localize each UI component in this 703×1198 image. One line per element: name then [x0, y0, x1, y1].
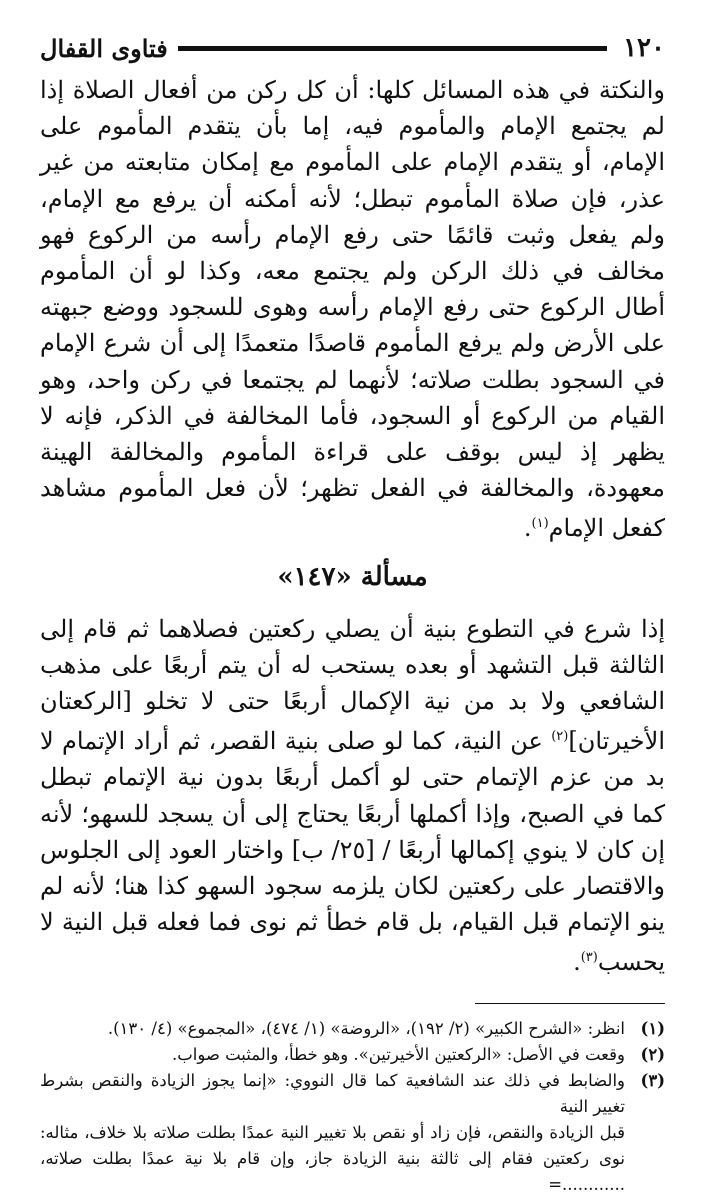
- running-header: [40, 28, 665, 68]
- header-rule: [178, 46, 607, 51]
- footnote-text: انظر: «الشرح الكبير» (٢/ ١٩٢)، «الروضة» (١/ ٤٧٤)، «المجموع» (٤/ ١٣٠).: [107, 1018, 625, 1038]
- paragraph-1-text: والنكتة في هذه المسائل كلها: أن كل ركن من أفعال الصلاة إذا لم يجتمع الإمام والمأموم فيه، إما بأن يتقدم المأموم على الإمام، أو يتقدم الإمام على المأموم مع إمكان متابعته من غير عذر، فإن صلاة المأموم تبطل؛ لأنه أمكنه أن يرفع مع الإمام، ولم يفعل وثبت قائمًا حتى رفع الإمام رأسه من الركوع فهو مخالف في ذلك الركن ولم يجتمع معه، وكذا لو أن المأموم أطال الركوع حتى رفع الإمام رأسه وهوى للسجود ووضع جبهته على الأرض ولم يرفع المأموم قاصدًا متعمدًا إلى أن شرع الإمام في السجود بطلت صلاته؛ لأنهما لم يجتمعا في ركن واحد، وهو القيام من الركوع أو السجود، فأما المخالفة في الذكر، فإنه لا يظهر إذ ليس بوقف على قراءة المأموم والمخالفة الهينة معهودة، والمخالفة في الفعل تظهر؛ لأن فعل المأموم مشاهد كفعل الإمام: [40, 76, 665, 543]
- footnote-separator: [475, 1003, 665, 1004]
- paragraph-2: [40, 611, 665, 981]
- issue-heading: مسألة «١٤٧»: [277, 561, 428, 592]
- paragraph-2-text-a: إذا شرع في التطوع بنية أن يصلي ركعتين فصلاهما ثم قام إلى الثالثة قبل التشهد أو بعده يستحب له أن يتم أربعًا على مذهب الشافعي ولا بد من نية الإكمال أربعًا حتى لا تخلو [الركعتان الأخيرتان]: [40, 614, 666, 756]
- page-number: ١٢٠: [623, 33, 665, 63]
- paragraph-2-end: .: [573, 948, 581, 977]
- footnote-number: (١): [640, 1018, 665, 1038]
- footnote-ref-2[interactable]: (٢): [551, 729, 569, 745]
- footnote-3: [40, 1068, 665, 1120]
- footnote-text: والضابط في ذلك عند الشافعية كما قال النووي: «إنما يجوز الزيادة والنقص بشرط تغيير النية: [40, 1070, 625, 1116]
- footnote-text-continued: قبل الزيادة والنقص، فإن زاد أو نقص بلا تغيير النية عمدًا بطلت صلاته بلا خلاف، مثاله: نوى ركعتين فقام إلى ثالثة بنية الزيادة جاز، وإن قام بلا نية عمدًا بطلت صلاته، ............=: [40, 1122, 625, 1194]
- book-title: فتاوى القفال: [40, 33, 168, 63]
- paragraph-1: [40, 72, 665, 547]
- footnote-2: [40, 1042, 665, 1068]
- footnote-3-continuation: [40, 1120, 665, 1198]
- footnote-text: وقعت في الأصل: «الركعتين الأخيرتين». وهو خطأ، والمثبت صواب.: [171, 1044, 625, 1064]
- footnote-number: (٢): [640, 1044, 665, 1064]
- footnote-number: (٣): [640, 1070, 665, 1090]
- paragraph-1-end: .: [523, 514, 532, 543]
- page: [40, 28, 665, 1198]
- footnotes: [40, 1016, 665, 1198]
- footnote-1: [40, 1016, 665, 1042]
- paragraph-2-text-b: عن النية، كما لو صلى بنية القصر، ثم أراد الإتمام لا بد من عزم الإتمام حتى لو أكمل أربعًا بدون نية الإتمام تبطل كما في الصبح، وإذا أكملها أربعًا يحتاج إلى أن يسجد للسهو؛ لأنه إن كان لا ينوي إكمالها أربعًا / [٢٥/ ب] واختار العود إلى الجلوس والاقتصار على ركعتين لكان يلزمه سجود السهو كذا هنا؛ لأنه لم ينو الإتمام قبل القيام، بل قام خطأ ثم نوى فما فعله قبل النية لا يحسب: [40, 727, 665, 977]
- footnote-ref-1[interactable]: (١): [531, 516, 549, 532]
- footnote-ref-3[interactable]: (٣): [580, 950, 598, 966]
